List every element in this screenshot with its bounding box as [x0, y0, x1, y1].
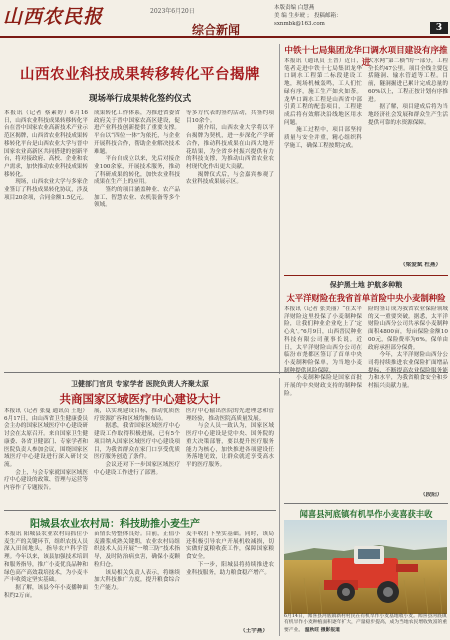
masthead [0, 0, 450, 38]
article2-col2: 大水网“第二横”的一部分，工程全长约47公里。项目全线主要包括隧洞、输水管道等工程。目前，隧洞掘进已累计完成总量的60%以上，工程正按计划有序推进。 据了解，项目建成后将为当地经济社会发展和群众生产生活提供可靠的水资源保障。 [368, 58, 448, 126]
article2-col1: 本报讯（通讯员 王晋）近日，笔者走进中铁十七局集团龙华口调水工程第二标段建设工地，现场机械轰鸣，工人们忙碌有序，施工生产如火如荼。龙华口调水工程是山西省中部引黄工程的配套项目，工程建成后将有效解决沿线地区用水问题。 施工过程中，项目部坚持质量与安全并重，精心组织科学施工，确保工程按期完成。 [284, 58, 362, 149]
kicker-black-soil: 保护黑土地 护航多种粮 [329, 280, 403, 289]
section-divider [284, 275, 448, 276]
photo-caption: 6月14日，闻喜县河底镇新村村民在有机旱作小麦基地收小麦。闻喜县河底镇有机旱作小麦种植面积逐年扩大，产量稳步提高，成为当地农民增收致富的重要产业。 温秋旺 摄影报道 [284, 614, 448, 633]
article5-col1: 本报讯 阳城县农业农村局抓住小麦生产的关键环节，组织农技人员深入田间地头，指导农户科学管理。今年以来，该县加强技术培训和服务指导，推广小麦优良品种和绿色高产高效栽培技术，为小麦丰产丰收奠定坚实基础。 据了解，该县今年小麦播种面积约2万亩。 [4, 531, 88, 599]
section-divider [4, 510, 276, 511]
article1-col1: 本报讯（记者 蔡素婷）6月16日，山西农业科技成果转移转化平台在晋中国家农业高新技术产业示范区揭牌，山西省农业科技成果转移转化平台是山西农业大学与晋中国家农业高新区共同搭建的创新平台，将对接政府、高校、企业和农户需求，加快推动农业科技成果转移转化。 现场，山西农业大学与多家企业签订了科技成果转化协议，涉及项目20余项，合同金额1.5亿元。 [4, 110, 88, 201]
article4-col1: 本报讯（记者 张蔓 通讯员 王旭）6月17日，由山西省卫生健康委员会主办的国家区域医疗中心建设研讨会在太原召开。来自国家卫生健康委、各省卫健部门、专家学者和医院负责人参加会议，围绕国家区域医疗中心建设进行深入研讨交流。 会上，与会专家就国家区域医疗中心建设的政策、管理与运营等内容作了专题报告。 [4, 408, 88, 492]
article2-author: （梁爱斌 杜燕） [400, 262, 442, 268]
column-divider [279, 378, 280, 636]
kicker-health-officials: 卫健部门官员 专家学者 医院负责人齐聚太原 [71, 379, 209, 388]
newspaper-logo: 山西农民报 [3, 6, 104, 28]
article5-col2: 苗情长势整体良好。目前，正值小麦灌浆成熟关键期，农业农村局组织技术人员开展“一喷三防”技术指导，及时防治病虫害，确保小麦颗粒归仓。 该局相关负责人表示，将继续加大科技推广力度，提升粮食综合生产能力。 [94, 531, 180, 591]
headline-medical-center: 共商国家区域医疗中心建设大计 [59, 392, 221, 406]
article3-col2: 险的签订成为我省农业保险领域的又一重要突破。据悉，太平洋财险山西分公司共承保小麦制种面积4800亩，每亩保险金额1000元，保险费率为6%。保单由政府承担部分保费。 今年，太平洋财险山西分公司将持续推进农业保险扩面增品提标，不断提高农业保险服务能力和水平，为我省粮食安全和乡村振兴贡献力量。 [368, 306, 448, 390]
section-title: 综合新闻 [192, 23, 241, 37]
column-divider [279, 44, 280, 374]
headline-wenxi-harvest: 闻喜县河底镇有机旱作小麦喜获丰收 [299, 509, 433, 519]
article5-col3: 麦丰收打下坚实基础。同时，该局还积极引导农户开展机收减损，切实做好夏粮收获工作，保障国家粮食安全。 下一步，阳城县将持续推进农业科技服务，助力粮食稳产增产。 [186, 531, 274, 576]
article4-col3: 医疗中心输出医院的先进理念和管理经验，推动医院高质量发展。 与会人员一致认为，国家区域医疗中心建设是党中央、国务院的重大决策部署，要以提升医疗服务能力为核心，加快推进各项建设任务落地见效，让群众就近享受高水平的医疗服务。 [186, 408, 274, 468]
editor-info: 本版责编 白慧燕 美 编 生步琥 ； 投稿邮箱： sxnmbk@163.com [274, 5, 342, 27]
article4-col2: 展，以实现建设目标，推动优质医疗资源扩容和区域均衡布局。 据悉，我省国家区域医疗中心建设工作取得积极进展，已有5个项目纳入国家区域医疗中心建设项目，为我省群众在家门口享受优质医疗服务创造了条件。 会议还对下一步国家区域医疗中心建设工作进行了部署。 [94, 408, 180, 476]
section-divider [284, 503, 448, 504]
subheadline-signing: 现场举行成果转化签约仪式 [88, 94, 191, 104]
headline-yangcheng-wheat: 阳城县农业农村局：科技助推小麦生产 [30, 519, 200, 530]
article1-col3: 等多方代表的签约活动，共签约项目10余个。 据介绍，山西农业大学将以平台揭牌为契机，进一步深化产学研合作，推动科技成果在山西大地开花结果，为全省乡村振兴提供有力的科技支撑，为推动山西省农业农村现代化作出更大贡献。 揭牌仪式后，与会嘉宾参观了农业科技成果展示区。 [186, 110, 274, 186]
headline-agri-tech-platform: 山西农业科技成果转移转化平台揭牌 [20, 66, 260, 83]
headline-water-project: 中铁十七局集团龙华口调水项目建设有序推进 [284, 46, 448, 68]
page-number: 3 [430, 22, 448, 34]
article3-col1: 本报讯（记者 张美丽）“在太平洋财险这里投保了小麦制种保险，让我们种业企业吃上了‘定心丸’。”6月9日，山西晋民种业科技有限公司董事长说。近日，太平洋财险山西分公司在临汾市尧都区签订了首单中央小麦制种险保单，为当地小麦制种提供风险保障。 小麦制种保险是国家首批开展的中央财政支持的制种保险。 [284, 306, 362, 397]
photographer-credit: 温秋旺 摄影报道 [304, 626, 340, 633]
headline-wheat-seed-insurance: 太平洋财险在我省首单首险中央小麦制种险 [286, 293, 446, 303]
article1-col2: 成果转化工作体系，为推进省委省政府关于晋中国家农高区建设，促进产业科技创新提供了重要支撑。平台以“四位一体”为依托，与企业开展科技合作，帮助企业解决技术难题。 平台自成立以来，先后对接企业100余家，开展技术服务，推动了科研成果的转化，加快农业科技成果在生产上的应用。 签约的项目涵盖种业、农产品加工、智慧农业、农机装备等多个领域。 [94, 110, 180, 209]
issue-date: 2023年6月20日 [150, 8, 195, 15]
article5-author: （王宇燕） [240, 628, 268, 634]
article3-author: （段阳） [420, 492, 443, 498]
harvest-photo [284, 520, 447, 614]
